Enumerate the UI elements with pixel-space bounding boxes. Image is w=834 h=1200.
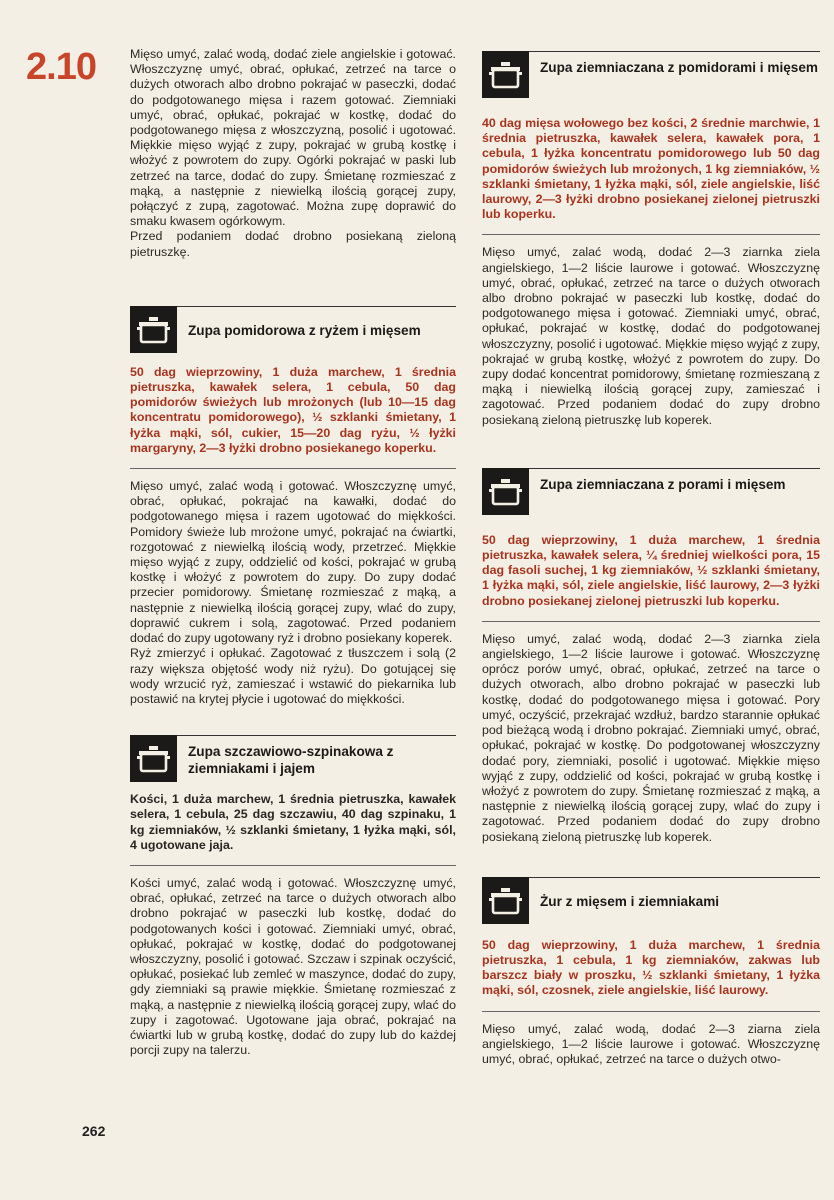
pot-icon <box>482 877 529 924</box>
page-number: 262 <box>82 1123 106 1139</box>
recipe-text <box>482 632 820 845</box>
paragraph: Mięso umyć, zalać wodą, dodać 2—3 ziarnka ziela angielskiego, 1—2 liście laurowe i gotować. Włoszczyznę umyć, obrać, opłukać, zetrzeć na tarce o dużych otworach albo drobno pokrajać w paseczki lub kostkę, dodać do podgotowanego mięsa i gotować. Ziemniaki umyć, obrać, opłukać, pokrajać w kostkę, dodać do podgotowanej włoszczyzny, posolić i ugotować. Miękkie mięso wyjąć z zupy, pokrajać w grubą kostkę, włożyć z powrotem do zupy. Do zupy dodać koncentrat pomidorowy, śmietanę rozmieszaną z mąką i niewielką ilością gorącej zupy, zamieszać i zagotować. Przed podaniem dodać do zupy drobno posiekaną zieloną pietruszkę lub koperek. <box>482 245 820 427</box>
recipe-text <box>482 1022 820 1068</box>
divider <box>482 621 820 622</box>
recipe-header <box>130 735 456 786</box>
recipe-text <box>130 876 456 1058</box>
left-column <box>130 47 456 1058</box>
ingredients: 50 dag wieprzowiny, 1 duża marchew, 1 średnia pietruszka, kawałek selera, ¼ średniej wielkości pora, 15 dag fasoli suchej, 1 kg ziemniaków, ½ szklanki śmietany, 1 łyżka mąki, sól, ziele angielskie, liść laurowy, 2—3 łyżki drobno posiekanej zielonej pietruszki lub koperku. <box>482 532 820 608</box>
paragraph: Mięso umyć, zalać wodą, dodać 2—3 ziarnka ziela angielskiego, 1—2 liście laurowe i gotować. Włoszczyznę oprócz porów umyć, obrać, opłukać, zetrzeć na tarce o dużych otworach, albo drobno pokrajać w paseczki lub kostkę, dodać do podgotowanego mięsa i gotować. Pory umyć, oczyścić, przekrajać wzdłuż, bardzo starannie opłukać pod bieżącą wodą i drobno pokrajać. Ziemniaki umyć, obrać, opłukać, pokrajać w kostkę. Do podgotowanej włoszczyzny dodać pory, ziemniaki, posolić i ugotować. Miękkie mięso wyjąć z zupy, oddzielić od kości, pokrajać w grubą kostkę i włożyć z powrotem do zupy. Śmietanę rozmieszać z mąką, a następnie z niewielką ilością gorącej zupy, wlać do zupy i zagotować. Przed podaniem dodać do zupy drobno posiekaną zieloną pietruszkę lub koperek. <box>482 631 820 844</box>
paragraph: Przed podaniem dodać drobno posiekaną zieloną pietruszkę. <box>130 229 456 259</box>
ingredients: 40 dag mięsa wołowego bez kości, 2 średnie marchwie, 1 średnia pietruszka, kawałek selera, kawałek pora, 1 cebula, 1 łyżka koncentratu pomidorowego lub 50 dag pomidorów świeżych lub mrożonych, 1 kg ziemniaków, ½ szklanki śmietany, 1 łyżka mąki, sól, ziele angielskie, liść laurowy, 2—3 łyżki drobno posiekanej zielonej pietruszki lub koperku. <box>482 116 820 222</box>
ingredients: 50 dag wieprzowiny, 1 duża marchew, 1 średnia pietruszka, 1 cebula, 1 kg ziemniaków, zakwas lub barszcz biały w proszku, ½ szklanki śmietany, 1 łyżka mąki, sól, czosnek, ziele angielskie, liść laurowy. <box>482 937 820 998</box>
recipe-title: Zupa ziemniaczana z pomidorami i mięsem <box>540 60 818 75</box>
divider <box>130 468 456 469</box>
pot-icon <box>130 306 177 353</box>
recipe-text <box>130 479 456 707</box>
recipe-title: Żur z mięsem i ziemniakami <box>540 893 720 909</box>
right-column <box>482 47 820 1067</box>
recipe-title: Zupa szczawiowo-szpinakowa z ziemniakami i jajem <box>188 744 394 777</box>
section-number: 2.10 <box>26 46 96 88</box>
recipe-title: Zupa ziemniaczana z porami i mięsem <box>540 476 786 492</box>
recipe-text <box>482 245 820 427</box>
ingredients: Kości, 1 duża marchew, 1 średnia pietruszka, kawałek selera, 1 cebula, 25 dag szczawiu, 40 dag szpinaku, 1 kg ziemniaków, ½ szklanki śmietany, 1 łyżka mąki, sól, 4 ugotowane jaja. <box>130 792 456 852</box>
intro-text <box>130 47 456 260</box>
recipe-header <box>130 306 456 357</box>
divider <box>482 234 820 235</box>
paragraph: Mięso umyć, zalać wodą, dodać 2—3 ziarna ziela angielskiego, 1—2 liście laurowe i gotować. Włoszczyznę umyć, obrać, opłukać, zetrzeć na tarce o dużych otwo- <box>482 1021 820 1066</box>
paragraph: Mięso umyć, zalać wodą i gotować. Włoszczyznę umyć, obrać, opłukać, pokrajać na kawałki, dodać do podgotowanego mięsa i razem ugotować do miękkości. Pomidory świeże lub mrożone umyć, pokrajać na ćwiartki, rozgotować z niewielką ilością wody, przetrzeć. Miękkie mięso wyjąć z zupy, oddzielić od kości, pokrajać w grubą kostkę i włożyć z powrotem do zupy. Do zupy dodać przecier pomidorowy. Śmietanę rozmieszać z mąką, a następnie z niewielką ilością gorącej zupy, wlać do zupy, doprawić cukrem i solą, zagotować. Przed podaniem dodać do zupy ugotowany ryż i drobno posiekany koperek. <box>130 479 456 646</box>
pot-icon <box>482 468 529 515</box>
divider <box>130 865 456 866</box>
paragraph: Ryż zmierzyć i opłukać. Zagotować z tłuszczem i solą (2 razy większa objętość wody niż ryżu). Do gotującej się wody wrzucić ryż, zamieszać i wstawić do piekarnika lub postawić na krytej płycie i ugotować do miękkości. <box>130 646 456 706</box>
recipe-header <box>482 877 820 928</box>
paragraph: Mięso umyć, zalać wodą, dodać ziele angielskie i gotować. Włoszczyznę umyć, obrać, opłukać, zetrzeć na tarce o dużych otworach albo drobno pokrajać w paseczki, dodać do podgotowanego mięsa i razem gotować. Ziemniaki umyć, obrać, opłukać, pokrajać w kostkę, dodać do podgotowanego mięsa z włoszczyzną, posolić i ugotować. Miękkie mięso wyjąć z zupy, pokrajać w grubą kostkę i włożyć z powrotem do zupy. Ogórki pokrajać w paski lub zetrzeć na tarce, dodać do zupy. Śmietanę rozmieszać z mąką, a następnie z niewielką ilością gorącej zupy, połączyć z zupą, zagotować. Można zupę doprawić do smaku kwasem ogórkowym. <box>130 47 456 229</box>
recipe-header <box>482 51 820 102</box>
pot-icon <box>482 51 529 98</box>
recipe-header <box>482 468 820 519</box>
divider <box>482 1011 820 1012</box>
recipe-title: Zupa pomidorowa z ryżem i mięsem <box>188 322 421 338</box>
paragraph: Kości umyć, zalać wodą i gotować. Włoszczyznę umyć, obrać, opłukać, zetrzeć na tarce o dużych otworach albo drobno pokrajać w paseczki lub kostkę, dodać do podgotowanych kości i gotować. Ziemniaki umyć, obrać, opłukać, pokrajać w kostkę, dodać do podgotowanej włoszczyzny, posolić i gotować. Szczaw i szpinak oczyścić, opłukać, posiekać lub zemleć w maszynce, dodać do zupy, gdy ziemniaki są prawie miękkie. Śmietanę rozmieszać z mąką, a następnie z niewielką ilością gorącej zupy, wlać do zupy i zagotować. Ugotowane jaja obrać, pokrajać na ćwiartki lub w grubą kostkę, dodać do zupy lub do każdej porcji zupy na talerzu. <box>130 875 456 1058</box>
pot-icon <box>130 735 177 782</box>
ingredients: 50 dag wieprzowiny, 1 duża marchew, 1 średnia pietruszka, kawałek selera, 1 cebula, 50 dag pomidorów świeżych lub mrożonych (lub 10—15 dag koncentratu pomidorowego), ½ szklanki śmietany, 1 łyżka mąki, sól, cukier, 15—20 dag ryżu, ½ łyżki margaryny, 2—3 łyżki drobno posiekanego koperku. <box>130 364 456 455</box>
